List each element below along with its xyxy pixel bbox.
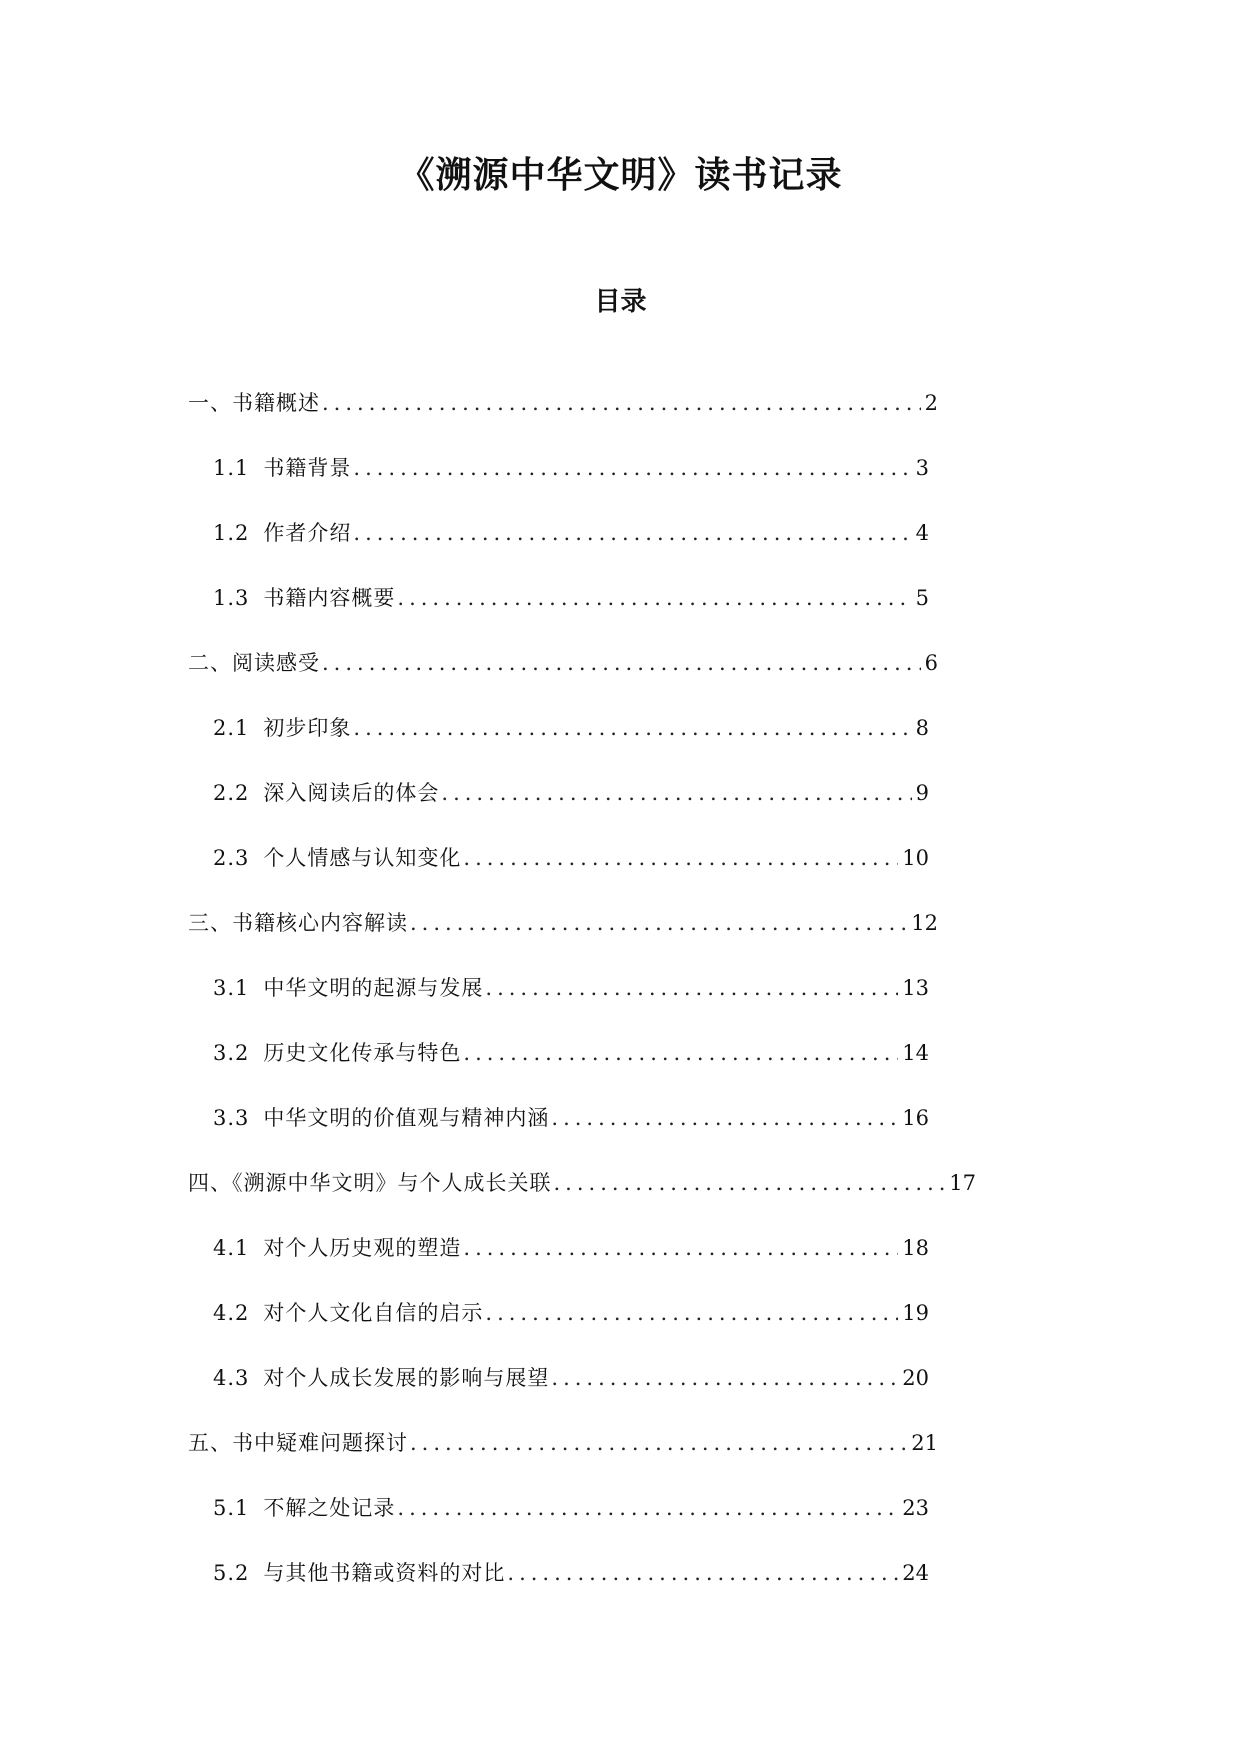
toc-entry-number: 3.3 <box>213 1106 250 1130</box>
toc-entry-number: 1.2 <box>213 521 250 545</box>
toc-entry-text: 二、阅读感受 <box>188 651 320 675</box>
toc-dot-leader <box>353 451 911 485</box>
toc-page-number: 8 <box>915 716 929 740</box>
toc-entry-number: 1.3 <box>213 586 250 610</box>
toc-section-entry[interactable] <box>188 1296 929 1361</box>
toc-entry-number: 1.1 <box>213 456 250 480</box>
toc-entry-text: 四、《溯源中华文明》与个人成长关联 <box>188 1171 552 1195</box>
document-title: 《溯源中华文明》读书记录 <box>398 155 843 196</box>
toc-entry-number: 5.1 <box>213 1496 250 1520</box>
toc-page-number: 19 <box>902 1301 929 1325</box>
toc-section-entry[interactable] <box>188 776 929 841</box>
toc-page-number: 14 <box>902 1041 929 1065</box>
toc-chapter-entry[interactable] <box>188 906 938 971</box>
toc-entry-text: 深入阅读后的体会 <box>263 781 440 805</box>
toc-dot-leader <box>353 516 911 550</box>
toc-entry-text: 历史文化传承与特色 <box>263 1041 462 1065</box>
table-of-contents <box>188 386 988 1621</box>
toc-entry-text: 五、书中疑难问题探讨 <box>188 1431 408 1455</box>
toc-entry-text: 书籍内容概要 <box>263 586 396 610</box>
toc-page-number: 18 <box>902 1236 929 1260</box>
toc-dot-leader <box>397 581 911 615</box>
toc-entry-text: 三、书籍核心内容解读 <box>188 911 408 935</box>
toc-dot-leader <box>441 776 911 810</box>
toc-dot-leader <box>353 711 911 745</box>
toc-page-number: 20 <box>902 1366 929 1390</box>
toc-page-number: 24 <box>902 1561 929 1585</box>
toc-page-number: 17 <box>949 1171 976 1195</box>
toc-section-entry[interactable] <box>188 1556 929 1621</box>
toc-entry-number: 4.2 <box>213 1301 250 1325</box>
toc-page-number: 2 <box>924 391 938 415</box>
toc-page-number: 6 <box>924 651 938 675</box>
toc-entry-text: 一、书籍概述 <box>188 391 320 415</box>
toc-entry-text: 中华文明的起源与发展 <box>263 976 484 1000</box>
toc-entry-number: 5.2 <box>213 1561 250 1585</box>
toc-page-number: 10 <box>902 846 929 870</box>
toc-dot-leader <box>410 1426 907 1460</box>
toc-page-number: 3 <box>915 456 929 480</box>
toc-entry-text: 中华文明的价值观与精神内涵 <box>263 1106 550 1130</box>
toc-entry-text: 不解之处记录 <box>263 1496 396 1520</box>
toc-entry-number: 2.2 <box>213 781 250 805</box>
toc-section-entry[interactable] <box>188 971 929 1036</box>
toc-entry-number: 2.1 <box>213 716 250 740</box>
toc-section-entry[interactable] <box>188 1231 929 1296</box>
toc-chapter-entry[interactable] <box>188 386 938 451</box>
toc-dot-leader <box>551 1361 898 1395</box>
toc-heading: 目录 <box>594 287 647 317</box>
toc-dot-leader <box>463 1231 898 1265</box>
toc-dot-leader <box>554 1166 946 1200</box>
toc-page-number: 21 <box>911 1431 938 1455</box>
toc-dot-leader <box>397 1491 898 1525</box>
toc-section-entry[interactable] <box>188 1101 929 1166</box>
toc-dot-leader <box>463 841 898 875</box>
toc-page-number: 16 <box>902 1106 929 1130</box>
toc-entry-text: 个人情感与认知变化 <box>263 846 462 870</box>
toc-page-number: 5 <box>915 586 929 610</box>
toc-section-entry[interactable] <box>188 1361 929 1426</box>
toc-dot-leader <box>507 1556 898 1590</box>
toc-entry-number: 3.2 <box>213 1041 250 1065</box>
toc-section-entry[interactable] <box>188 711 929 776</box>
toc-page-number: 12 <box>911 911 938 935</box>
toc-entry-text: 作者介绍 <box>263 521 352 545</box>
toc-dot-leader <box>485 971 898 1005</box>
toc-entry-text: 对个人历史观的塑造 <box>263 1236 462 1260</box>
toc-dot-leader <box>551 1101 898 1135</box>
toc-dot-leader <box>322 386 921 420</box>
toc-entry-text: 与其他书籍或资料的对比 <box>263 1561 506 1585</box>
toc-entry-number: 4.1 <box>213 1236 250 1260</box>
toc-dot-leader <box>410 906 907 940</box>
toc-chapter-entry[interactable] <box>188 1426 938 1491</box>
toc-entry-number: 3.1 <box>213 976 250 1000</box>
toc-chapter-entry[interactable] <box>188 1166 976 1231</box>
toc-section-entry[interactable] <box>188 581 929 646</box>
toc-entry-text: 书籍背景 <box>263 456 352 480</box>
toc-section-entry[interactable] <box>188 1491 929 1556</box>
toc-page-number: 23 <box>902 1496 929 1520</box>
toc-entry-text: 对个人成长发展的影响与展望 <box>263 1366 550 1390</box>
toc-chapter-entry[interactable] <box>188 646 938 711</box>
toc-page-number: 4 <box>915 521 929 545</box>
toc-dot-leader <box>463 1036 898 1070</box>
toc-section-entry[interactable] <box>188 516 929 581</box>
toc-section-entry[interactable] <box>188 451 929 516</box>
toc-dot-leader <box>485 1296 898 1330</box>
toc-section-entry[interactable] <box>188 841 929 906</box>
toc-page-number: 13 <box>902 976 929 1000</box>
toc-entry-number: 2.3 <box>213 846 250 870</box>
toc-section-entry[interactable] <box>188 1036 929 1101</box>
toc-entry-text: 对个人文化自信的启示 <box>263 1301 484 1325</box>
toc-entry-number: 4.3 <box>213 1366 250 1390</box>
toc-entry-text: 初步印象 <box>263 716 352 740</box>
toc-page-number: 9 <box>915 781 929 805</box>
toc-dot-leader <box>322 646 921 680</box>
